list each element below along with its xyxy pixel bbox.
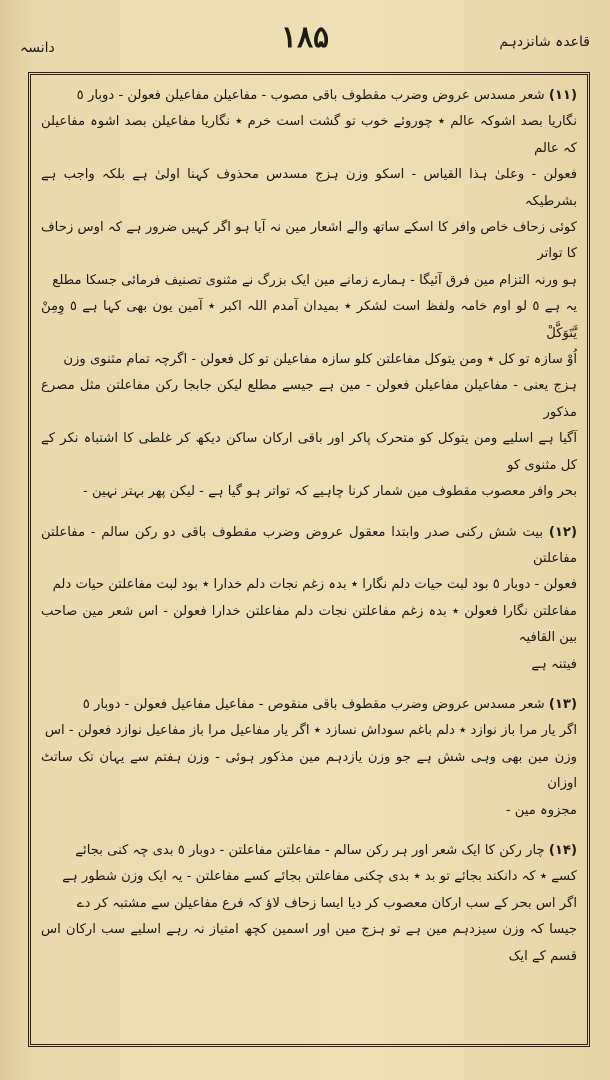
- line-text: بیت شش رکنی صدر وابتدا معقول عروض وضرب مقطوف باقی دو رکن سالم - مفاعلتن مفاعلتن: [41, 524, 577, 566]
- text-line: [41, 864, 577, 890]
- text-line: [41, 373, 577, 426]
- text-frame: [28, 72, 590, 1047]
- text-line: [41, 745, 577, 798]
- line-text: آگیا ہے اسلیے ومن یتوکل کو متحرک پاکر اور باقی ارکان ساکن دیکھ کر غلطی کا اشتباہ نکر کے کل مثنوی کو: [41, 431, 577, 473]
- page-header: [20, 18, 590, 66]
- line-text: نگاریا بصد اشوکہ عالم ٭ چوروئے خوب تو گشت است خرم ٭ نگاریا مفاعیلن بصد اشوہ مفاعیلن کہ عالم: [41, 114, 577, 156]
- line-text: فعولن - وعلیٰ ہذا القیاس - اسکو وزن ہزج مسدس محذوف کہنا اولیٰ ہے بلکہ واجب ہے بشرطیکہ: [41, 167, 577, 209]
- text-line: [41, 798, 577, 824]
- text-line: [41, 347, 577, 373]
- line-text: فعولن - دوبار ٥ بود لبت حیات دلم نگارا ٭ بدہ زغم نجات دلم خدارا ٭ بود لبت مفاعلتن حیات دلم: [52, 577, 577, 593]
- paragraph-number: (۱۲): [548, 524, 577, 540]
- text-line: [41, 838, 577, 864]
- body-text: [41, 83, 577, 970]
- paragraph-3: [41, 692, 577, 824]
- text-line: [41, 572, 577, 598]
- paragraph-number: (۱۴): [548, 842, 577, 858]
- text-line: [41, 891, 577, 917]
- paragraph-2: [41, 520, 577, 678]
- line-text: شعر مسدس عروض وضرب مقطوف باقی مصوب - مفاعیلن مفاعیلن فعولن - دوبار ٥: [76, 88, 545, 103]
- paragraph-1: [41, 83, 577, 506]
- catchword: دانسہ: [20, 40, 55, 56]
- text-line: [41, 268, 577, 294]
- line-text: وزن مین بھی وہی شش ہے جو وزن یازدہم مین مذکور ہوئی - وزن ہفتم سے یہان تک ساتٹ اوزان: [41, 749, 577, 792]
- line-text: شعر مسدس عروض وضرب مقطوف باقی منقوص - مفاعیل مفاعیل فعولن - دوبار ٥: [82, 696, 545, 712]
- text-line: [41, 599, 577, 652]
- line-text: اُوْ سازہ تو کل ٭ ومن یتوکل مفاعلتن کلو سازہ مفاعیلن تو کل فعولن - اگرچہ تمام مثنوی وزن: [63, 352, 577, 368]
- text-line: [41, 426, 577, 479]
- text-line: [41, 718, 577, 744]
- line-text: بحر وافر معصوب مقطوف مین شمار کرنا چاہیے کہ تواتر ہو گیا ہے - لیکن پھر بہتر نہین -: [83, 484, 577, 500]
- text-line: [41, 520, 577, 573]
- text-line: [41, 294, 577, 347]
- line-text: ہو ورنہ التزام مین فرق آئیگا - ہمارے زمانے مین ایک بزرگ نے مثنوی تصنیف فرمائی جسکا مطلع: [52, 272, 577, 288]
- text-line: [41, 83, 577, 109]
- line-text: جیسا کہ وزن سیزدہم مین ہے تو ہزج مین اور اسمین کچھ امتیاز نہ رہے اسلیے سب ارکان اس قسم کے ایک: [41, 922, 577, 964]
- text-line: [41, 109, 577, 162]
- page-number: ۱۸۵: [280, 20, 330, 55]
- line-text: کسے ٭ کہ دانکند بجائے تو بد ٭ بدی چکنی مفاعلتن بجائے کسے مفاعلتن - یہ ایک وزن شطور ہے: [62, 869, 577, 885]
- line-text: کوئی زحاف خاص وافر کا اسکے ساتھ والے اشعار مین نہ آیا ہو اگر کہیں ضرور ہے کہ اوس زحاف کا تواتر: [41, 220, 577, 262]
- text-line: [41, 917, 577, 970]
- text-line: [41, 479, 577, 505]
- text-line: [41, 162, 577, 215]
- line-text: ہزج یعنی - مفاعیلن مفاعیلن فعولن - مین ہے جیسے مطلع لیکن جابجا رکن مفاعلتن مثل مصرع مذکور: [41, 378, 577, 420]
- paragraph-number: (۱۱): [548, 88, 577, 103]
- text-line: [41, 652, 577, 678]
- paragraph-4: [41, 838, 577, 970]
- line-text: اگر اس بحر کے سب ارکان معصوب کر دیا ایسا زحاف لاؤ کہ فرع مفاعیلن سے مشتبہ کر دے: [76, 895, 577, 911]
- text-line: [41, 692, 577, 718]
- line-text: اگر یار مرا باز نوازد ٭ دلم باغم سوداش نسازد ٭ اگر یار مفاعیل مرا باز مفاعیل نوازد فعولن - اس: [44, 723, 577, 739]
- chapter-title: قاعدہ شانزدہم: [499, 34, 590, 50]
- line-text: چار رکن کا ایک شعر اور ہر رکن سالم - مفاعلتن مفاعلتن - دوبار ٥ بدی چہ کنی بجائے: [75, 842, 545, 858]
- line-text: فیتنہ ہے: [531, 656, 577, 672]
- line-text: مجزوہ مین -: [505, 802, 577, 818]
- line-text: یہ ہے ٥ لو اوم خامہ ولفظ است لشکر ٭ بمیدان آمدم اللہ اکبر ٭ آمین یون بھی کہا ہے ٥ وِمِنْ یَّتَوَکَّلْ: [41, 299, 577, 341]
- text-line: [41, 215, 577, 268]
- paragraph-number: (۱۳): [548, 696, 577, 712]
- line-text: مفاعلتن نگارا فعولن ٭ بدہ زغم مفاعلتن نجات دلم مفاعلتن خدارا فعولن - اس شعر مین صاحب بین القافیہ: [41, 603, 577, 646]
